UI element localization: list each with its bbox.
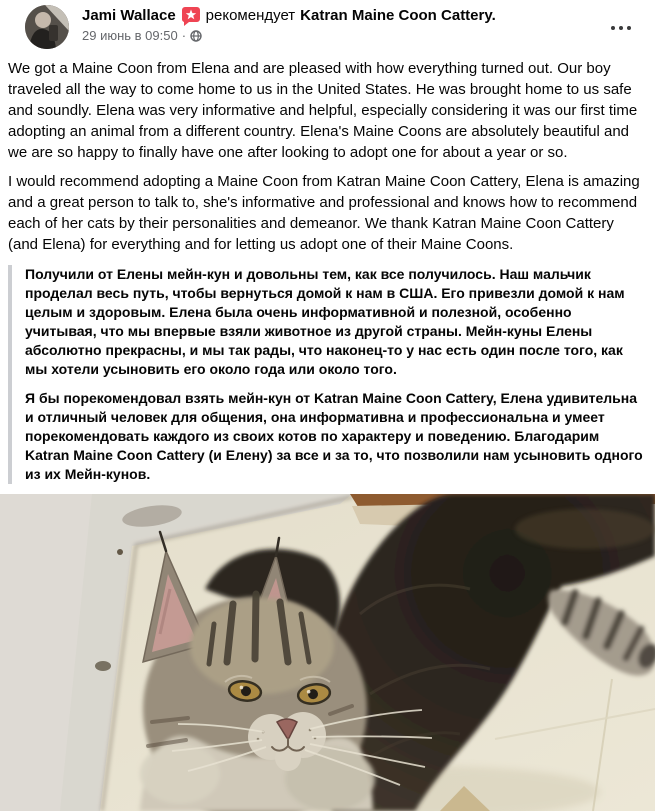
post-photo[interactable] — [0, 494, 655, 811]
timestamp[interactable]: 29 июнь в 09:50 — [82, 28, 178, 43]
post-text-ru-1: Получили от Елены мейн-кун и довольны тем, как все получилось. Наш мальчик проделал весь путь, чтобы вернуться домой к нам в США. Его привезли домой к нам целым и здоровым. Елена была очень информативной и полезной, особенно учитывая, что мы впервые взяли животное из другой страны. Мейн-куны Елены абсолютно прекрасны, и мы так рады, что наконец-то у нас есть один после того, как мы хотели усыновить его около года или около того. — [25, 266, 625, 377]
action-text: рекомендует — [205, 7, 296, 24]
post-options-button[interactable] — [607, 22, 635, 34]
recommends-badge-icon — [181, 6, 201, 26]
photo-tint-overlay — [0, 494, 655, 811]
post-body — [0, 55, 655, 484]
avatar[interactable] — [25, 5, 69, 49]
post-text-ru-2: Я бы порекомендовал взять мейн-кун от Katran Maine Coon Cattery, Елена удивительна и отличный человек для общения, она информативна и профессиональна и умеет порекомендовать каждого из своих котов по характеру и поведению. Благодарим Katran Maine Coon Cattery (и Елену) за все и за то, что позволили нам усыновить одного из их Мейн-кунов. — [25, 390, 643, 482]
translated-quote-block — [8, 265, 647, 484]
avatar-image — [25, 5, 69, 49]
post-text-en-2: I would recommend adopting a Maine Coon from Katran Maine Coon Cattery, Elena is amazing and a great person to talk to, she's informative and professional and knows how to recommend each of her cats by their personalities and demeanor. We thank Katran Maine Coon Cattery (and Elena) for everything and for letting us adopt one of their Maine Coons. — [8, 173, 640, 253]
header-text — [82, 0, 655, 43]
author-name[interactable]: Jami Wallace — [82, 7, 176, 24]
post-header — [0, 0, 655, 55]
page-name-link[interactable]: Katran Maine Coon Cattery. — [300, 7, 496, 24]
more-options-icon — [611, 26, 631, 30]
post-text-en-1: We got a Maine Coon from Elena and are pleased with how everything turned out. Our boy traveled all the way to come home to us in the United States. He was brought home to us safe and soundly. Elena was very informative and helpful, especially considering it was our first time adopting an animal from a different country. Elena's Maine Coons are absolutely beautiful and we are so happy to finally have one after looking to adopt one for about a year or so. — [8, 60, 638, 161]
globe-icon — [190, 30, 202, 42]
post-title-line — [82, 6, 655, 26]
maine-coon-photo-illustration — [0, 494, 655, 811]
timestamp-separator: · — [181, 28, 187, 43]
post-meta-line — [82, 28, 655, 43]
